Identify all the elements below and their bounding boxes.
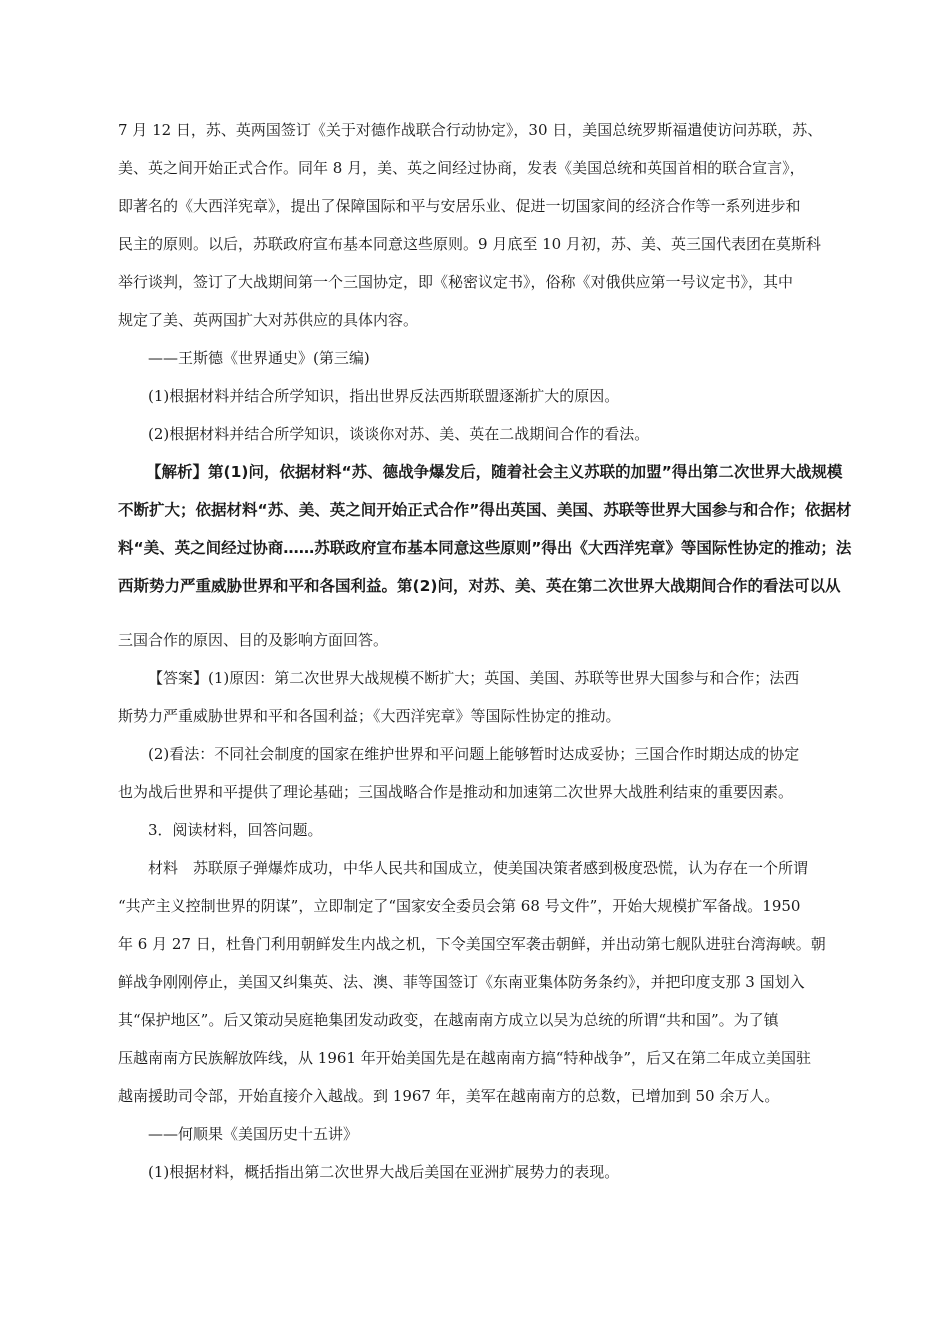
question-3-title: 3．阅读材料，回答问题。 <box>148 821 323 839</box>
answer-line: (2)看法：不同社会制度的国家在维护世界和平问题上能够暂时达成妥协；三国合作时期达成的协定 <box>148 745 800 763</box>
material-line: 7 月 12 日，苏、英两国签订《关于对德作战联合行动协定》，30 日，美国总统罗斯福遣使访问苏联，苏、 <box>118 121 823 139</box>
material-line: 越南援助司令部，开始直接介入越战。到 1967 年，美军在越南南方的总数，已增加到 50 余万人。 <box>118 1087 780 1105</box>
question-1: (1)根据材料并结合所学知识，指出世界反法西斯联盟逐渐扩大的原因。 <box>148 387 620 405</box>
material-line: “共产主义控制世界的阴谋”，立即制定了“国家安全委员会第 68 号文件”，开始大规模扩军备战。1950 <box>118 897 801 915</box>
question-2: (2)根据材料并结合所学知识，谈谈你对苏、美、英在二战期间合作的看法。 <box>148 425 650 443</box>
material-line: 鲜战争刚刚停止，美国又纠集英、法、澳、菲等国签订《东南亚集体防务条约》，并把印度支那 3 国划入 <box>118 973 805 991</box>
answer-line: 【答案】(1)原因：第二次世界大战规模不断扩大；英国、美国、苏联等世界大国参与和合作；法西 <box>148 669 800 687</box>
answer-line: 也为战后世界和平提供了理论基础；三国战略合作是推动和加速第二次世界大战胜利结束的重要因素。 <box>118 783 794 801</box>
analysis-line: 不断扩大；依据材料“苏、美、英之间开始正式合作”得出英国、美国、苏联等世界大国参与和合作；依据材 <box>118 501 852 519</box>
material-source: ——何顺果《美国历史十五讲》 <box>148 1125 359 1143</box>
question-1: (1)根据材料，概括指出第二次世界大战后美国在亚洲扩展势力的表现。 <box>148 1163 620 1181</box>
analysis-line: 【解析】第(1)问，依据材料“苏、德战争爆发后，随着社会主义苏联的加盟”得出第二次世界大战规模 <box>146 463 843 481</box>
material-line: 材料 苏联原子弹爆炸成功，中华人民共和国成立，使美国决策者感到极度恐慌，认为存在一个所谓 <box>148 859 809 877</box>
analysis-tail: 三国合作的原因、目的及影响方面回答。 <box>118 631 389 649</box>
material-line: 举行谈判，签订了大战期间第一个三国协定，即《秘密议定书》，俗称《对俄供应第一号议定书》，其中 <box>118 273 794 291</box>
material-source: ——王斯德《世界通史》(第三编) <box>148 349 370 367</box>
material-line: 年 6 月 27 日，杜鲁门利用朝鲜发生内战之机，下令美国空军袭击朝鲜，并出动第七舰队进驻台湾海峡。朝 <box>118 935 826 953</box>
material-line: 美、英之间开始正式合作。同年 8 月，美、英之间经过协商，发表《美国总统和英国首相的联合宣言》， <box>118 159 805 177</box>
material-line: 民主的原则。以后，苏联政府宣布基本同意这些原则。9 月底至 10 月初，苏、美、英三国代表团在莫斯科 <box>118 235 821 253</box>
material-line: 即著名的《大西洋宪章》，提出了保障国际和平与安居乐业、促进一切国家间的经济合作等一系列进步和 <box>118 197 801 215</box>
answer-line: 斯势力严重威胁世界和平和各国利益；《大西洋宪章》等国际性协定的推动。 <box>118 707 621 725</box>
analysis-line: 料“美、英之间经过协商……苏联政府宣布基本同意这些原则”得出《大西洋宪章》等国际性协定的推动；法 <box>118 539 852 557</box>
material-line: 规定了美、英两国扩大对苏供应的具体内容。 <box>118 311 419 329</box>
analysis-line: 西斯势力严重威胁世界和平和各国利益。第(2)问，对苏、美、英在第二次世界大战期间合作的看法可以从 <box>118 577 841 595</box>
material-line: 压越南南方民族解放阵线，从 1961 年开始美国先是在越南南方搞“特种战争”，后又在第二年成立美国驻 <box>118 1049 812 1067</box>
material-line: 其“保护地区”。后又策动吴庭艳集团发动政变，在越南南方成立以吴为总统的所谓“共和国”。为了镇 <box>118 1011 779 1029</box>
